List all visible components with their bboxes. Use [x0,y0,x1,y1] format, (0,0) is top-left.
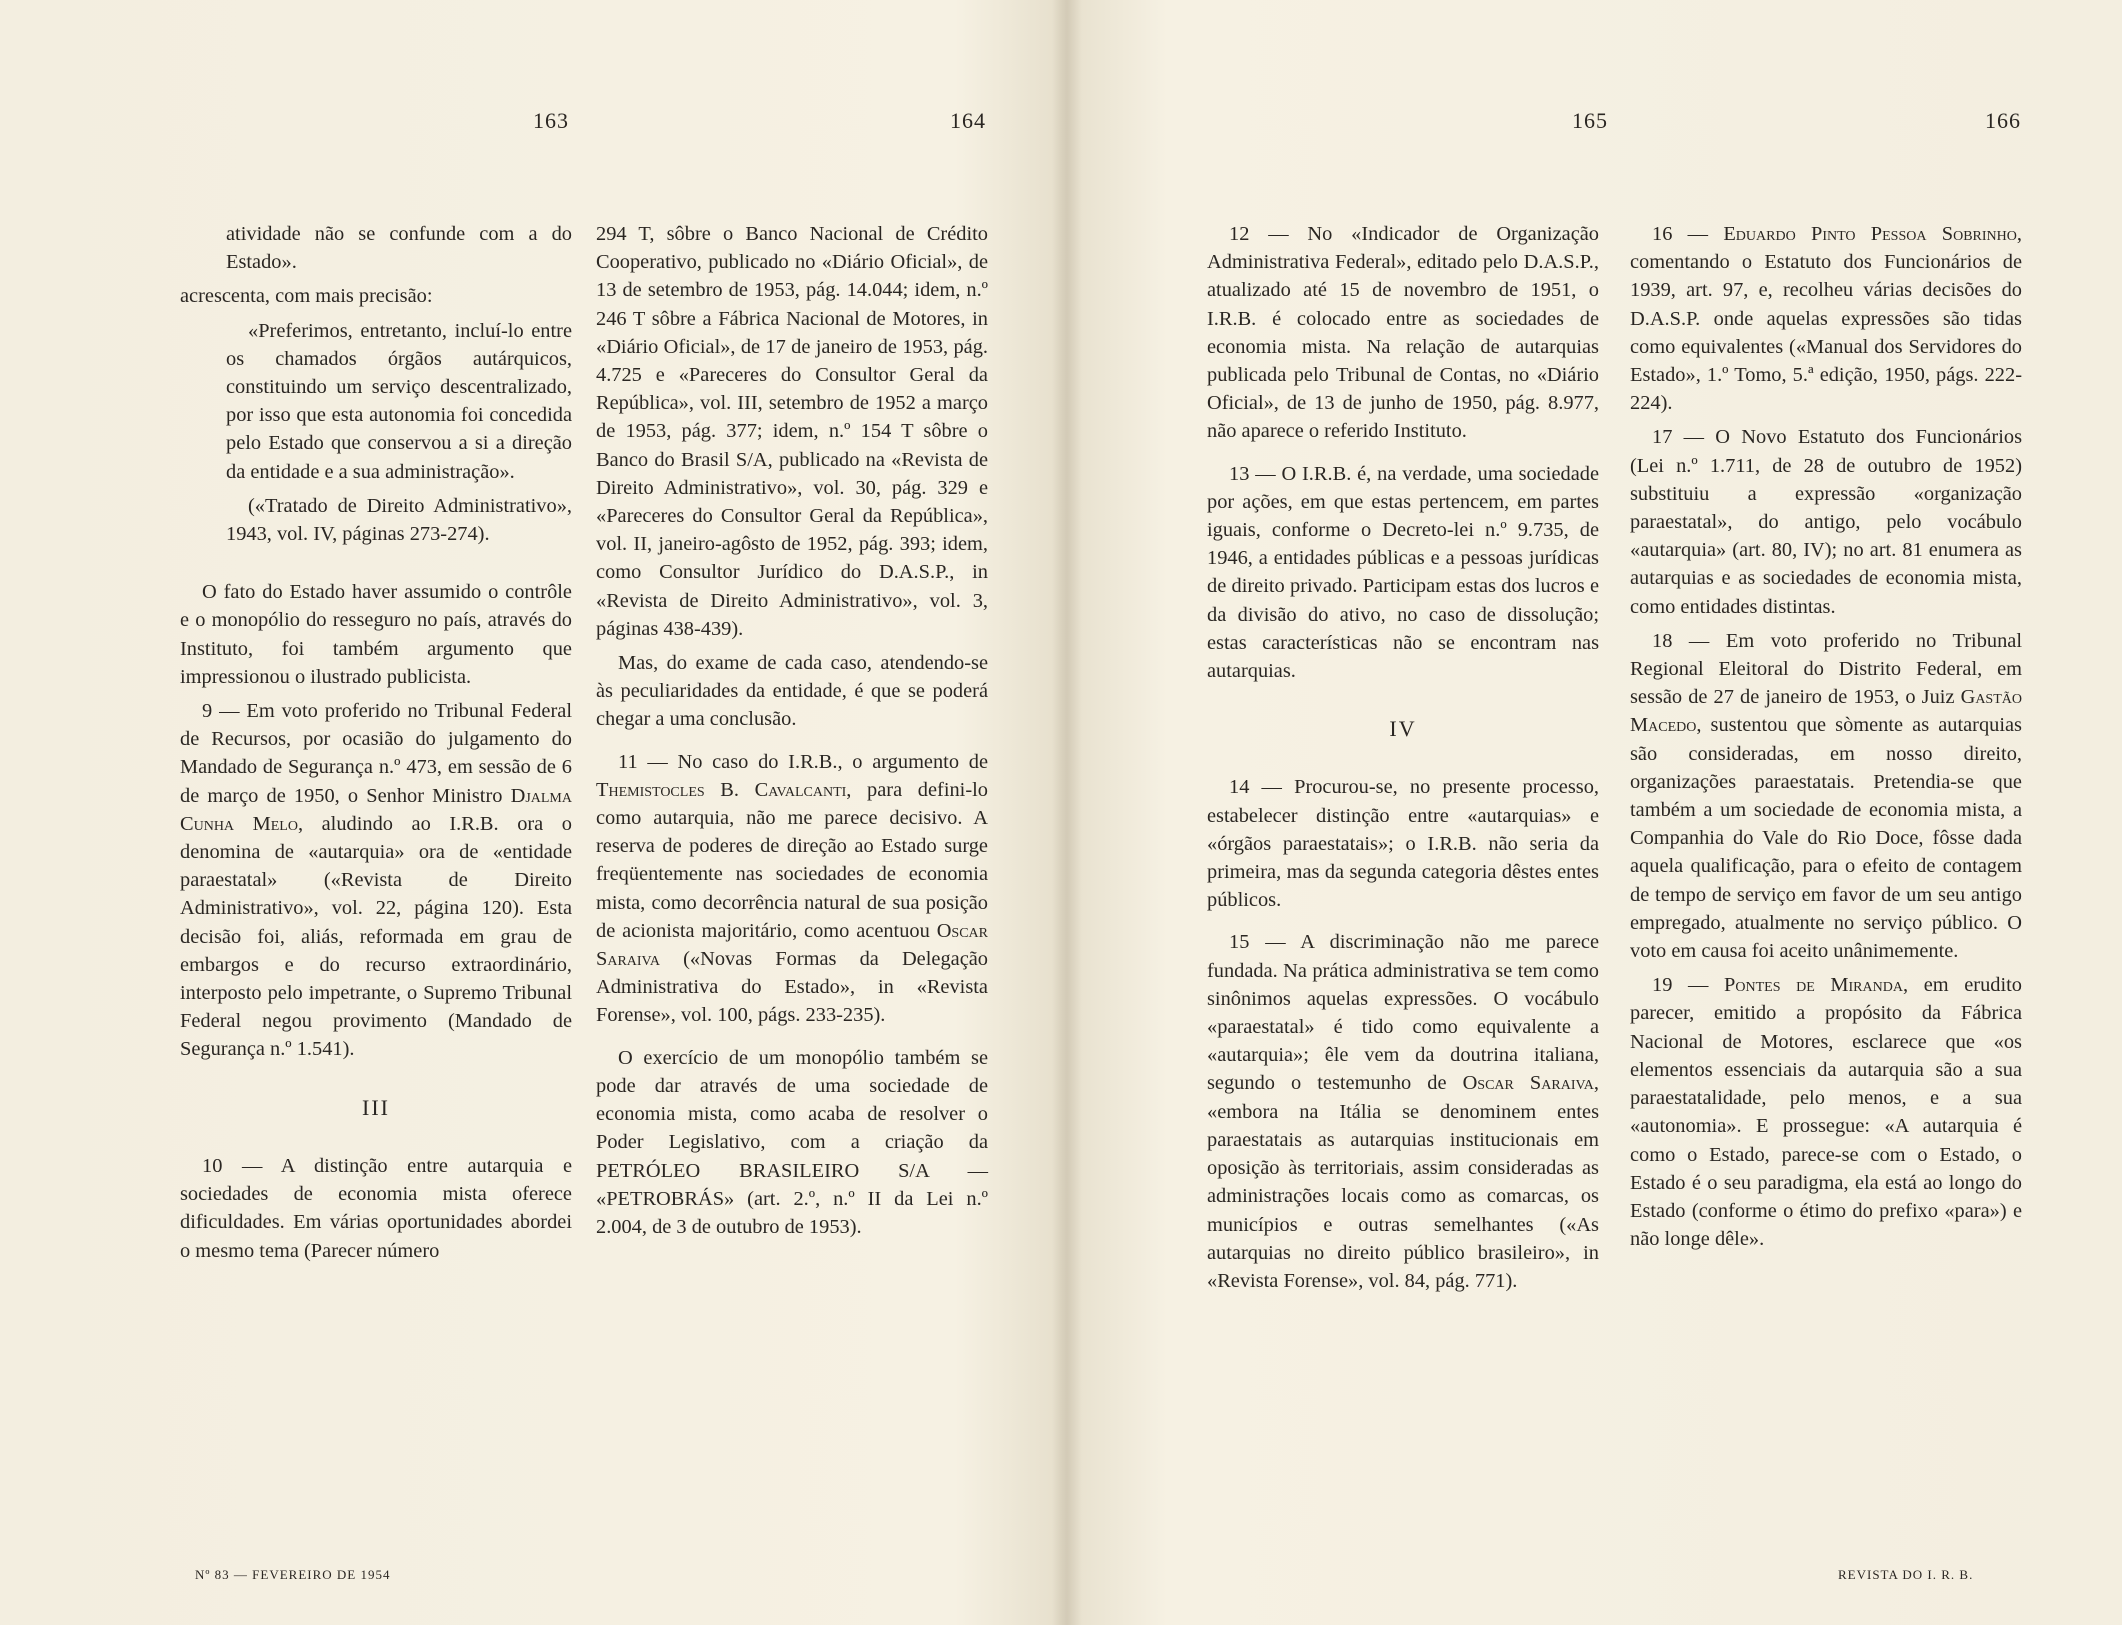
person-name: Pontes de Miranda [1724,974,1903,997]
paragraph-16 [1630,220,2022,417]
person-name: Djalma Cunha Melo [180,784,572,835]
paragraph: atividade não se confunde com a do Estado». [226,223,572,274]
column-page-163 [180,220,572,1265]
footer-journal: REVISTA DO I. R. B. [1838,1567,1974,1582]
text: , comentando o Estatuto dos Funcionários de 1939, art. 97, e, recolheu várias decisões do D.A.S.P. onde aquelas expressões são tidas como equivalentes («Manual dos Servidores do Estado», 1.º Tomo, 5.ª edição, 1950, págs. 222-224). [1630,223,2022,415]
book-gutter [1052,0,1082,1625]
paragraph: O exercício de um monopólio também se pode dar através de uma sociedade de economia mista, como acaba de resolver o Poder Legislativo, com a criação da PETRÓLEO BRASILEIRO S/A — «PETROBRÁS» (art. 2.º, n.º II da Lei n.º 2.004, de 3 de outubro de 1953). [596,1046,988,1238]
text: , aludindo ao I.R.B. ora o denomina de «autarquia» ora de «entidade paraestatal» («Revista de Direito Administrativo», vol. 22, página 120). Esta decisão foi, aliás, reformada em grau de embargos e do recurso extraordinário, interposto pelo impetrante, o Supremo Tribunal Federal negou provimento (Mandado de Segurança n.º 1.541). [180,812,572,1061]
section-heading-iii: III [362,1094,390,1120]
paragraph-9 [180,697,572,1064]
person-name: 16 — Eduardo Pinto Pessoa Sobrinho [1652,223,2017,245]
page-number-163: 163 [533,108,569,133]
section-heading-iv: IV [1389,716,1417,742]
page-number-166: 166 [1985,108,2021,133]
paragraph: acrescenta, com mais precisão: [180,285,433,308]
text: , para defini-lo como autarquia, não me parece decisivo. A reserva de poderes de direção ao Estado surge freqüentemente nas sociedades de economia mista, como decorrência natural de sua posição de acionista majoritário, como acentuou [596,778,988,942]
person-name: Gastão Macedo [1630,686,2022,737]
paragraph: 294 T, sôbre o Banco Nacional de Crédito Cooperativo, publicado no «Diário Oficial», de 13 de setembro de 1953, pág. 14.044; idem, n.º 246 T sôbre a Fábrica Nacional de Motores, in «Diário Oficial», de 17 de janeiro de 1953, pág. 4.725 e «Pareceres do Consultor Geral da República», vol. III, setembro de 1952 a março de 1953, pág. 377; idem, n.º 154 T sôbre o Banco do Brasil S/A, publicado na «Revista de Direito Administrativo», vol. 30, pág. 329 e «Pareceres do Consultor Geral da República», vol. II, janeiro-agôsto de 1952, pág. 393; idem, como Consultor Jurídico do D.A.S.P., in «Revista de Direito Administrativo», vol. 3, páginas 438-439). [596,223,988,640]
text: , em erudito parecer, emitido a propósito da Fábrica Nacional de Motores, esclarece que «os elementos essenciais da autarquia são a sua paraestatalidade, pelo menos, e a sua «autonomia». E prossegue: «A autarquia é como o Estado, parece-se com o Estado, o Estado é o seu paradigma, ela está ao longo do Estado (conforme o étimo do prefixo «para») e não longe dêle». [1630,974,2022,1251]
text: , sustentou que sòmente as autarquias são consideradas, em nosso direito, organizações paraestatais. Pretendia-se que também a um sociedade de economia mista, a Companhia do Vale do Rio Doce, fôsse dada aquela qualificação, para o efeito de contagem de tempo de serviço em favor de um seu antigo empregado, atualmente no serviço público. O voto em causa foi aceito unânimemente. [1630,714,2022,963]
text: 15 — A discriminação não me parece fundada. Na prática administrativa se tem como sinônimos aquelas expressões. O vocábulo «paraestatal» é tido como equivalente a «autarquia»; êle vem da doutrina italiana, segundo o testemunho de [1207,931,1599,1095]
paragraph: O fato do Estado haver assumido o contrôle e o monopólio do resseguro no país, através do Instituto, foi também argumento que impressionou o ilustrado publicista. [180,581,572,688]
text: , «embora na Itália se denominem entes paraestatais as autarquias institucionais em oposição às territoriais, assim consideradas as administrações locais como as comarcas, os municípios e outras semelhantes («As autarquias no direito público brasileiro», in «Revista Forense», vol. 84, pág. 771). [1207,1072,1600,1292]
column-page-166 [1630,220,2022,1253]
text: 18 — Em voto proferido no Tribunal Regional Eleitoral do Distrito Federal, em sessão de 27 de janeiro de 1953, o Juiz [1630,629,2022,709]
text: («Novas Formas da Delegação Administrativa do Estado», in «Revista Forense», vol. 100, págs. 233-235). [596,948,988,1027]
text: 11 — No caso do I.R.B., o argumento de [618,750,988,773]
person-name: Oscar Saraiva [596,919,988,971]
column-page-164 [596,220,988,1241]
person-name: Themistocles B. Cavalcanti [596,778,847,801]
paragraph-11 [596,748,988,1030]
page-number-165: 165 [1572,108,1608,133]
paragraph-17: 17 — O Novo Estatuto dos Funcionários (Lei n.º 1.711, de 28 de outubro de 1952) substituiu a expressão «organização paraestatal», do antigo, pelo vocábulo «autarquia» (art. 80, IV); no art. 81 enumera as autarquias e as sociedades de economia mista, como entidades distintas. [1630,426,2022,618]
citation: («Tratado de Direito Administrativo», 1943, vol. IV, páginas 273-274). [226,494,572,546]
paragraph-14: 14 — Procurou-se, no presente processo, estabelecer distinção entre «autarquias» e «órgãos paraestatais»; o I.R.B. não seria da primeira, mas da segunda categoria dêstes entes públicos. [1207,776,1599,912]
paragraph-12: 12 — No «Indicador de Organização Administrativa Federal», editado pelo D.A.S.P., atualizado até 15 de novembro de 1951, o I.R.B. é colocado entre as sociedades de economia mista. Na relação de autarquias publicada pelo Tribunal de Contas, no «Diário Oficial», de 13 de junho de 1950, pág. 8.977, não aparece o referido Instituto. [1207,223,1599,443]
person-name: Oscar Saraiva [1462,1072,1594,1095]
page-number-164: 164 [950,108,986,133]
block-quote: «Preferimos, entretanto, incluí-lo entre os chamados órgãos autárquicos, constituindo um serviço descentralizado, por isso que esta autonomia foi concedida pelo Estado que conservou a si a direção da entidade e a sua administração». [226,319,572,483]
paragraph-10: 10 — A distinção entre autarquia e sociedades de economia mista oferece dificuldades. Em várias oportunidades abordei o mesmo tema (Parecer número [180,1154,572,1262]
paragraph-15 [1207,928,1599,1295]
text: 19 — [1652,974,1725,997]
paragraph-18 [1630,627,2022,965]
footer-issue: Nº 83 — FEVEREIRO DE 1954 [195,1567,391,1582]
text: 9 — Em voto proferido no Tribunal Federal de Recursos, por ocasião do julgamento do Mandado de Segurança n.º 473, em sessão de 6 de março de 1950, o Senhor Ministro [180,700,572,807]
paragraph: Mas, do exame de cada caso, atendendo-se às peculiaridades da entidade, é que se poderá chegar a uma conclusão. [596,652,988,731]
paragraph-19 [1630,971,2022,1253]
column-page-165 [1207,220,1599,1295]
paragraph-13: 13 — O I.R.B. é, na verdade, uma sociedade por ações, em que estas pertencem, em partes iguais, conforme o Decreto-lei n.º 9.735, de 1946, a entidades públicas e a pessoas jurídicas de direito privado. Participam estas dos lucros e da divisão do ativo, no caso de dissolução; estas características não se encontram nas autarquias. [1207,462,1599,683]
